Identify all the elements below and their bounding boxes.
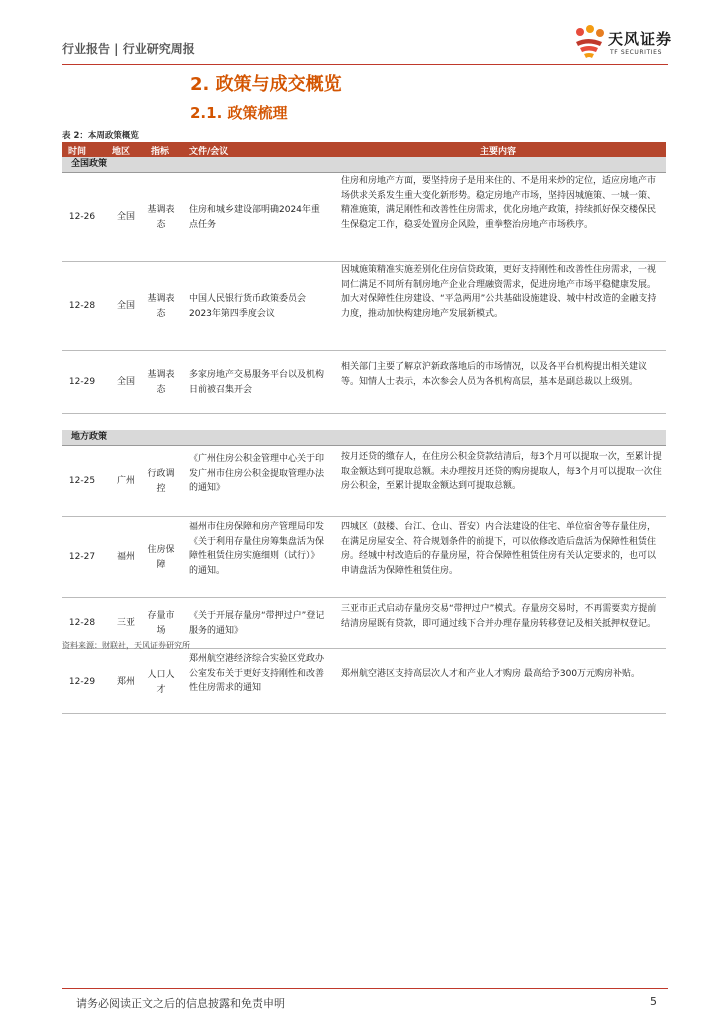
row-indicator: 住房保障 [147,545,175,570]
row-document: 中国人民银行货币政策委员会2023年第四季度会议 [189,294,307,319]
row-indicator: 基调表态 [147,370,175,395]
row-indicator: 存量市场 [147,611,175,636]
row-indicator: 人口人才 [147,670,175,695]
section-local: 地方政策 [62,430,666,446]
row-date: 12-28 [68,618,96,628]
subsection-heading: 2.1. 政策梳理 [190,104,288,122]
row-date: 12-27 [68,552,96,562]
row-region: 三亚 [116,618,135,628]
logo-text-en: TF SECURITIES [610,49,662,56]
row-indicator: 基调表态 [147,205,175,230]
footer-divider [62,988,668,989]
table-caption: 表 2：本周政策概览 [62,131,139,141]
column-header-indicator: 指标 [151,147,170,157]
row-date: 12-25 [68,476,96,486]
row-region: 全国 [116,212,135,222]
page-number: 5 [650,995,657,1008]
row-date: 12-26 [68,212,96,222]
row-indicator: 行政调控 [147,469,175,494]
row-content: 因城施策精准实施差别化住房信贷政策，更好支持刚性和改善性住房需求，一视同仁满足不同所有制房地产企业合理融资需求，促进房地产市场平稳健康发展。加大对保障性住房建设、“平急两用”公共基础设施建设、城中村改造的金融支持力度，推动加快构建房地产发展新模式。 [341,265,657,319]
row-date: 12-29 [68,377,96,387]
row-region: 郑州 [116,677,135,687]
row-region: 全国 [116,377,135,387]
row-document: 住房和城乡建设部明确2024年重点任务 [189,205,320,230]
row-date: 12-29 [68,677,96,687]
column-header-time: 时间 [68,147,87,157]
row-region: 全国 [116,301,135,311]
policy-table [62,142,666,714]
column-header-document: 文件/会议 [189,147,229,157]
row-region: 广州 [116,476,135,486]
table-row [62,446,666,517]
logo-text-cn: 天风证券 [608,30,673,48]
column-header-content: 主要内容 [480,147,517,157]
table-row [62,351,666,414]
row-date: 12-28 [68,301,96,311]
data-source-note: 资料来源：财联社，天风证券研究所 [62,641,190,650]
row-content: 按月还贷的缴存人，在住房公积金贷款结清后，每3个月可以提取一次，至累计提取金额达到可提取总额。未办理按月还贷的购房提取人，每3个月可以提取一次住房公积金，至累计提取金额达到可提取总额。 [341,452,662,491]
row-document: 郑州航空港经济综合实验区党政办公室发布关于更好支持刚性和改善性住房需求的通知 [189,654,325,693]
row-document: 福州市住房保障和房产管理局印发《关于利用存量住房筹集盘活为保障性租赁住房实施细则（试行）》的通知。 [189,522,325,576]
table-row [62,262,666,351]
header-divider [62,64,668,65]
row-document: 《关于开展存量房“带押过户”登记服务的通知》 [189,611,325,636]
row-content: 相关部门主要了解京沪新政落地后的市场情况，以及各平台机构提出相关建议等。知情人士表示，本次参会人员为各机构高层，基本是副总裁以上级别。 [341,362,648,387]
row-indicator: 基调表态 [147,294,175,319]
row-content: 住房和房地产方面，要坚持房子是用来住的、不是用来炒的定位，适应房地产市场供求关系发生重大变化新形势。稳定房地产市场，坚持因城施策、一城一策、精准施策，满足刚性和改善性住房需求，优化房地产政策，持续抓好保交楼保民生保稳定工作，稳妥处置房企风险，重拳整治房地产市场秩序。 [341,176,657,230]
row-content: 三亚市正式启动存量房交易“带押过户”模式。存量房交易时，不再需要卖方提前结清房屋既有贷款，即可通过线下合并办理存量房转移登记及相关抵押权登记。 [341,604,657,629]
section-national: 全国政策 [62,157,666,173]
row-content: 郑州航空港区支持高层次人才和产业人才购房 最高给予300万元购房补贴。 [341,669,641,679]
report-category: 行业报告 | 行业研究周报 [62,42,195,56]
table-row [62,173,666,262]
row-region: 福州 [116,552,135,562]
row-document: 多家房地产交易服务平台以及机构日前被召集开会 [189,370,325,395]
table-row [62,517,666,598]
column-header-region: 地区 [112,147,131,157]
section-heading: 2. 政策与成交概览 [190,74,342,95]
row-document: 《广州住房公积金管理中心关于印发广州市住房公积金提取管理办法的通知》 [189,454,325,493]
company-logo [570,24,680,62]
table-row [62,649,666,714]
table-header-row [62,142,666,157]
disclaimer-note: 请务必阅读正文之后的信息披露和免责申明 [76,997,285,1010]
row-content: 四城区（鼓楼、台江、仓山、晋安）内合法建设的住宅、单位宿舍等存量住房，在满足房屋安全、符合规划条件的前提下，可以依修改造后盘活为保障性租赁住房。经城中村改造后的存量房屋，符合保障性租赁住房有关认定要求的，也可以申请盘活为保障性租赁住房。 [341,522,657,576]
tf-logo-icon [570,24,610,62]
